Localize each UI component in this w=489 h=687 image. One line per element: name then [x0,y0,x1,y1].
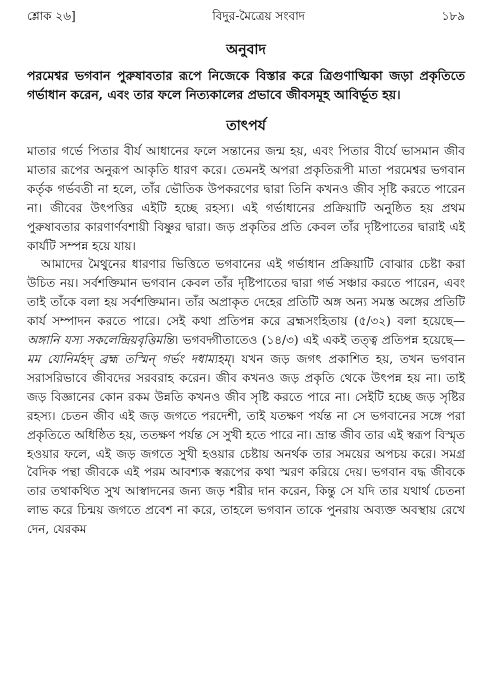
purport-text: আমাদের মৈথুনের ধারণার ভিত্তিতে ভগবানের এই গর্ভাধান প্রক্রিয়াটি বোঝার চেষ্টা করা উচিত নয়। সর্বশক্তিমান ভগবান কেবল তাঁর দৃষ্টিপাতের দ্বারা গর্ভ সঞ্চার করতে পারেন, এবং তাই তাঁকে বলা হয় সর্বশক্তিমান। তাঁর অপ্রাকৃত দেহের প্রতিটি অঙ্গ অন্য সমস্ত অঙ্গের প্রতিটি কার্য সম্পাদন করতে পারে। সেই কথা প্রতিপন্ন করে ব্রহ্মসংহিতায় (৫/৩২) বলা হয়েছে— [27,257,465,329]
verse-reference: শ্লোক ২৬] [27,9,76,23]
purport-paragraph-2 [27,255,465,539]
sanskrit-quote: অঙ্গানি যস্য সকলেন্দ্রিয়বৃত্তিমন্তি [27,333,174,348]
translation-heading: অনুবাদ [226,42,266,58]
translation-text: পরমেশ্বর ভগবান পুরুষাবতার রূপে নিজেকে বিস্তার করে ত্রিগুণাত্মিকা জড়া প্রকৃতিতে গর্ভাধান করেন, এবং তার ফলে নিত্যকালের প্রভাবে জীবসমূহ আবির্ভূত হয়। [27,68,465,102]
purport-heading: তাৎপর্য [226,118,266,134]
chapter-title: বিদুর-মৈত্রেয় সংবাদ [212,9,305,23]
sanskrit-quote: মম যোনির্মহদ্ ব্রহ্ম তস্মিন্ গর্ভং দধাম্যহম্ [27,351,231,366]
purport-body [27,142,465,539]
purport-text: । যখন জড় জগৎ প্রকাশিত হয়, তখন ভগবান সরাসরিভাবে জীবদের সরবরাহ করেন। জীব কখনও জড় প্রকৃতি থেকে উৎপন্ন হয় না। তাই জড় বিজ্ঞানের কোন রকম উন্নতি কখনও জীব সৃষ্টি করতে পারে না। সেইটি হচ্ছে জড় সৃষ্টির রহস্য। চেতন জীব এই জড় জগতে পরদেশী, তাই যতক্ষণ পর্যন্ত না সে ভগবানের সঙ্গে পরা প্রকৃতিতে অধিষ্ঠিত হয়, ততক্ষণ পর্যন্ত সে সুখী হতে পারে না। ভ্রান্ত জীব তার এই স্বরূপ বিস্মৃত হওয়ার ফলে, এই জড় জগতে সুখী হওয়ার চেষ্টায় অনর্থক তার সময়ের অপচয় করে। সমগ্র বৈদিক পন্থা জীবকে এই পরম আবশ্যক স্বরূপের কথা স্মরণ করিয়ে দেয়। ভগবান বদ্ধ জীবকে তার তথাকথিত সুখ আস্বাদনের জন্য জড় শরীর দান করেন, কিন্তু সে যদি তার যথার্থ চেতনা লাভ করে চিন্ময় জগতে প্রবেশ না করে, তাহলে ভগবান তাকে পুনরায় অব্যক্ত অবস্থায় রেখে দেন, যেরকম [27,351,466,537]
purport-text: । ভগবদ্গীতাতেও (১৪/৩) এই একই তত্ত্ব প্রতিপন্ন হয়েছে— [173,333,465,348]
running-header [27,8,465,34]
purport-paragraph-1: মাতার গর্ভে পিতার বীর্য আধানের ফলে সন্তানের জন্ম হয়, এবং পিতার বীর্যে ভাসমান জীব মাতার রূপের অনুরূপ আকৃতি ধারণ করে। তেমনই অপরা প্রকৃতিরূপী মাতা পরমেশ্বর ভগবান কর্তৃক গর্ভবতী না হলে, তাঁর ভৌতিক উপকরণের দ্বারা তিনি কখনও জীব সৃষ্টি করতে পারেন না। জীবের উৎপত্তির এইটি হচ্ছে রহস্য। এই গর্ভাধানের প্রক্রিয়াটি অনুষ্ঠিত হয় প্রথম পুরুষাবতার কারণার্ণবশায়ী বিষ্ণুর দ্বারা। জড় প্রকৃতির প্রতি কেবল তাঁর দৃষ্টিপাতের দ্বারাই এই কার্যটি সম্পন্ন হয়ে যায়। [27,144,465,253]
page-number: ১৮৯ [441,9,465,23]
